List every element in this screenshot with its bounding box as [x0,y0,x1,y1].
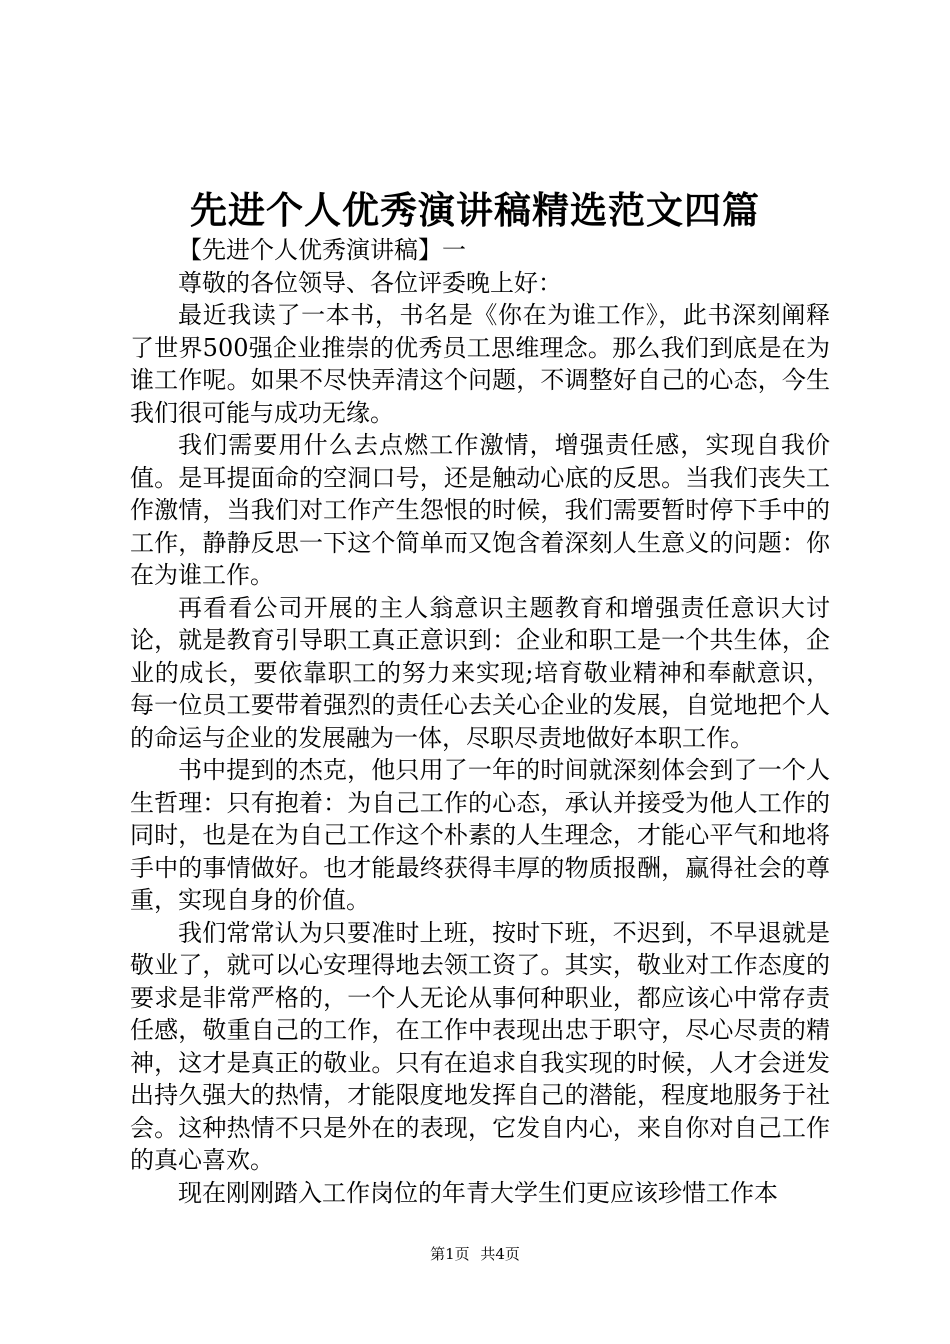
paragraph-greeting: 尊敬的各位领导、各位评委晚上好： [178,268,562,297]
paragraph: 书中提到的杰克，他只用了一年的时间就深刻体会到了一个人生哲理：只有抱着：为自己工作的心态，承认并接受为他人工作的同时，也是在为自己工作这个朴素的人生理念，才能心平气和地将手中的事情做好。也才能最终获得丰厚的物质报酬，赢得社会的尊重，实现自身的价值。 [130,756,830,914]
page-total: 共4页 [480,1245,520,1263]
paragraph: 最近我读了一本书，书名是《你在为谁工作》，此书深刻阐释了世界500强企业推崇的优秀员工思维理念。那么我们到底是在为谁工作呢。如果不尽快弄清这个问题，不调整好自己的心态，今生我们很可能与成功无缘。 [130,301,830,427]
paragraph-heading: 【先进个人优秀演讲稿】一 [178,236,466,264]
paragraph: 我们需要用什么去点燃工作激情，增强责任感，实现自我价值。是耳提面命的空洞口号，还是触动心底的反思。当我们丧失工作激情，当我们对工作产生怨恨的时候，我们需要暂时停下手中的工作，静静反思一下这个简单而又饱含着深刻人生意义的问题：你在为谁工作。 [130,431,830,589]
document-body [130,234,830,1209]
paragraph: 我们常常认为只要准时上班，按时下班，不迟到，不早退就是敬业了，就可以心安理得地去领工资了。其实，敬业对工作态度的要求是非常严格的，一个人无论从事何种职业，都应该心中常存责任感，敬重自己的工作，在工作中表现出忠于职守，尽心尽责的精神，这才是真正的敬业。只有在追求自我实现的时候，人才会迸发出持久强大的热情，才能限度地发挥自己的潜能，程度地服务于社会。这种热情不只是外在的表现，它发自内心，来自你对自己工作的真心喜欢。 [130,918,830,1174]
paragraph: 现在刚刚踏入工作岗位的年青大学生们更应该珍惜工作本 [178,1178,778,1207]
document-title: 先进个人优秀演讲稿精选范文四篇 [190,188,760,232]
page-footer [0,1244,950,1264]
paragraph: 再看看公司开展的主人翁意识主题教育和增强责任意识大讨论，就是教育引导职工真正意识到：企业和职工是一个共生体，企业的成长，要依靠职工的努力来实现;培育敬业精神和奉献意识，每一位员工要带着强烈的责任心去关心企业的发展，自觉地把个人的命运与企业的发展融为一体，尽职尽责地做好本职工作。 [130,593,830,752]
page-number: 第1页 [430,1245,470,1263]
